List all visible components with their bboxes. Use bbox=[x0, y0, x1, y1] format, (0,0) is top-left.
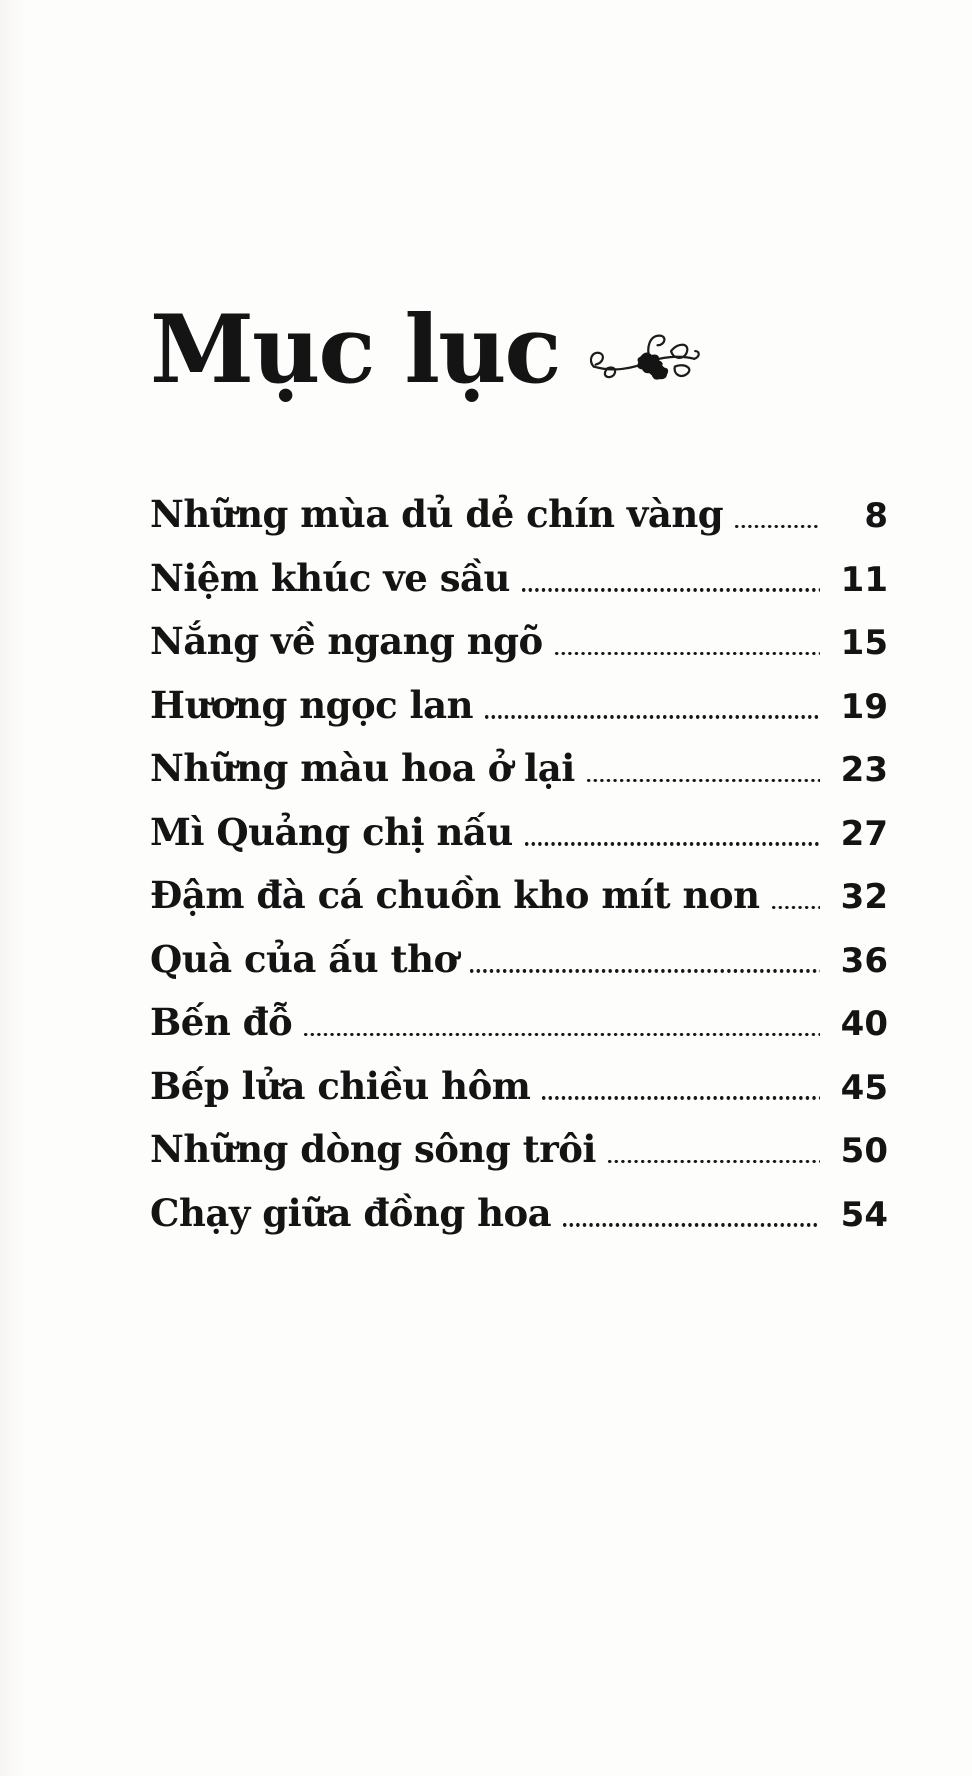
toc-list bbox=[150, 492, 888, 1235]
toc-entry-title: Những dòng sông trôi bbox=[150, 1127, 596, 1171]
toc-entry bbox=[150, 809, 888, 854]
floral-flourish-icon bbox=[586, 324, 702, 386]
toc-entry-page: 8 bbox=[864, 496, 888, 536]
toc-entry bbox=[150, 1000, 888, 1044]
dotted-leader bbox=[304, 1032, 820, 1036]
toc-entry bbox=[150, 619, 888, 663]
toc-entry bbox=[150, 1127, 888, 1171]
toc-entry-title: Bếp lửa chiều hôm bbox=[150, 1063, 531, 1108]
dotted-leader bbox=[555, 651, 820, 655]
toc-entry-page: 27 bbox=[840, 813, 888, 854]
toc-entry bbox=[150, 682, 888, 727]
toc-entry-page: 23 bbox=[840, 750, 888, 790]
toc-entry-page: 45 bbox=[840, 1067, 888, 1108]
dotted-leader bbox=[735, 524, 820, 528]
dotted-leader bbox=[608, 1159, 820, 1163]
toc-entry-page: 15 bbox=[840, 623, 888, 663]
toc-entry-page: 19 bbox=[840, 686, 888, 727]
toc-entry bbox=[150, 555, 888, 600]
toc-entry-page: 11 bbox=[840, 559, 888, 600]
toc-entry-title: Đậm đà cá chuồn kho mít non bbox=[150, 873, 760, 917]
toc-entry-title: Mì Quảng chị nấu bbox=[150, 809, 513, 854]
toc-entry-title: Bến đỗ bbox=[150, 1000, 293, 1044]
toc-entry-title: Chạy giữa đồng hoa bbox=[150, 1190, 552, 1235]
toc-entry-page: 40 bbox=[840, 1004, 888, 1044]
toc-entry bbox=[150, 1063, 888, 1108]
toc-entry-page: 32 bbox=[840, 877, 888, 917]
dotted-leader bbox=[525, 842, 820, 846]
dotted-leader bbox=[470, 969, 820, 973]
toc-entry bbox=[150, 492, 888, 536]
dotted-leader bbox=[542, 1096, 820, 1100]
toc-entry-title: Những màu hoa ở lại bbox=[150, 746, 575, 790]
page-title: Mục lục bbox=[150, 295, 560, 405]
dotted-leader bbox=[587, 778, 820, 782]
toc-entry-title: Quà của ấu thơ bbox=[150, 936, 458, 981]
dotted-leader bbox=[485, 715, 820, 719]
toc-entry-page: 36 bbox=[840, 940, 888, 981]
toc-entry bbox=[150, 1190, 888, 1235]
toc-entry bbox=[150, 746, 888, 790]
toc-entry bbox=[150, 873, 888, 917]
dotted-leader bbox=[772, 905, 820, 909]
dotted-leader bbox=[522, 588, 820, 592]
toc-entry bbox=[150, 936, 888, 981]
dotted-leader bbox=[563, 1223, 820, 1227]
toc-entry-title: Những mùa dủ dẻ chín vàng bbox=[150, 492, 724, 536]
toc-entry-title: Nắng về ngang ngõ bbox=[150, 619, 543, 663]
title-row bbox=[150, 295, 888, 405]
toc-entry-page: 54 bbox=[840, 1194, 888, 1235]
toc-entry-page: 50 bbox=[840, 1131, 888, 1171]
toc-entry-title: Niệm khúc ve sầu bbox=[150, 555, 510, 600]
toc-entry-title: Hương ngọc lan bbox=[150, 682, 473, 727]
